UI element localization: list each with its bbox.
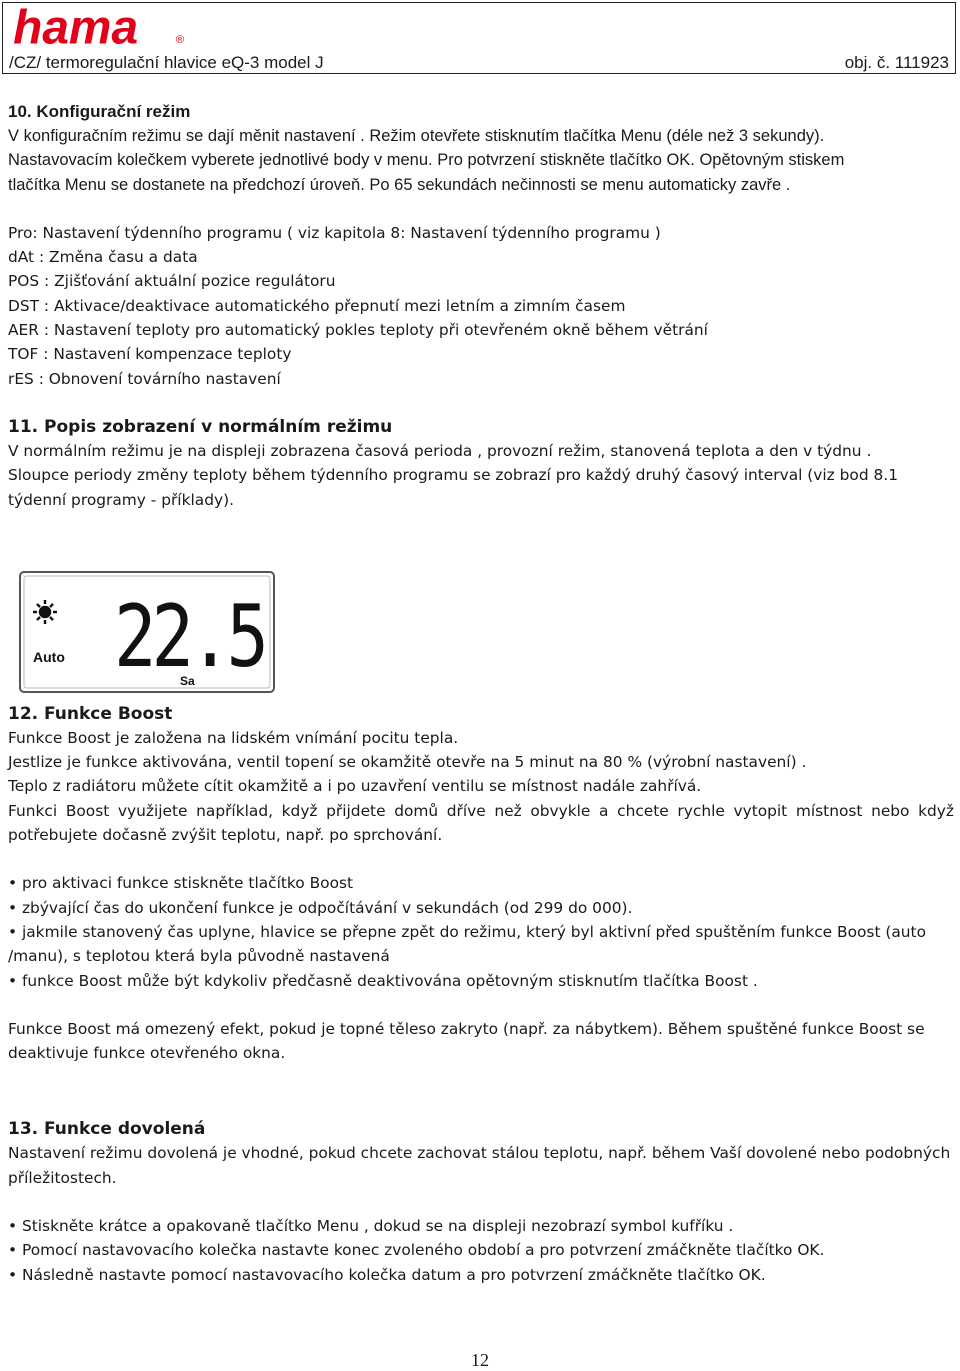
registered-mark: ® [175, 34, 185, 47]
mode-label: Auto [33, 648, 65, 665]
section-10-line: Nastavovacím kolečkem vyberete jednotlivé body v menu. Pro potvrzení stiskněte tlačítko OK. Opětovným stiskem [8, 151, 845, 170]
section-12-heading: 12. Funkce Boost [8, 703, 173, 724]
config-items-list [8, 221, 954, 1287]
section-10-line: V konfiguračním režimu se dají měnit nastavení . Režim otevřete stisknutím tlačítka Menu (déle než 3 sekundy). [8, 127, 825, 145]
lcd-figure [8, 512, 954, 702]
holiday-bullet: • Stiskněte krátce a opakovaně tlačítko Menu , dokud se na displeji nezobrazí symbol kufříku . [8, 1217, 734, 1236]
temperature-readout: 22.5 [114, 586, 264, 687]
document-title: /CZ/ termoregulační hlavice eQ-3 model J [9, 53, 324, 72]
page-number: 12 [471, 1350, 489, 1370]
section-12-line: Jestlize je funkce aktivována, ventil topení se okamžitě otevře na 5 minut na 80 % (výrobní nastavení) . [8, 753, 807, 772]
config-item-aer: AER : Nastavení teploty pro automatický pokles teploty při otevřeném okně během větrání [8, 321, 708, 340]
section-10-line: tlačítka Menu se dostanete na předchozí úroveň. Po 65 sekundách nečinnosti se menu automaticky zavře . [8, 175, 791, 194]
boost-bullet: • jakmile stanovený čas uplyne, hlavice se přepne zpět do režimu, který byl aktivní před spuštěním funkce Boost (auto /manu), s teplotou která byla původně nastavená [8, 922, 927, 966]
day-label: Sa [180, 673, 195, 688]
section-12-line: Teplo z radiátoru můžete cítit okamžitě a i po uzavření ventilu se místnost nadále zahřívá. [8, 777, 702, 796]
boost-bullet: • pro aktivaci funkce stiskněte tlačítko Boost [8, 874, 354, 893]
page-content [8, 100, 954, 1287]
section-13-heading: 13. Funkce dovolená [8, 1119, 206, 1140]
config-item-pos: POS : Zjišťování aktuální pozice regulátoru [8, 272, 336, 291]
holiday-bullet: • Následně nastavte pomocí nastavovacího kolečka datum a pro potvrzení zmáčkněte tlačítko OK. [8, 1265, 766, 1284]
config-item-pro: Pro: Nastavení týdenního programu ( viz kapitola 8: Nastavení týdenního programu ) [8, 223, 661, 242]
section-11-line: Sloupce periody změny teploty během týdenního programu se zobrazí pro každý druhý časový interval (viz bod 8.1 [8, 466, 898, 485]
config-item-res: rES : Obnovení továrního nastavení [8, 369, 281, 388]
section-13-intro: Nastavení režimu dovolená je vhodné, pokud chcete zachovat stálou teplotu, např. během Vaší dovolené nebo podobných příležitostech. [8, 1144, 951, 1187]
config-item-dst: DST : Aktivace/deaktivace automatického přepnutí mezi letním a zimním časem [8, 296, 626, 315]
section-12-line: Funkci Boost využijete například, když přijdete domů dříve než obvykle a chcete rychle vytopit místnost nebo když potřebujete dočasně zvýšit teplotu, např. po sprchování. [8, 801, 954, 845]
section-12-line: Funkce Boost je založena na lidském vnímání pocitu tepla. [8, 728, 459, 747]
config-item-dat: dAt : Změna času a data [8, 248, 198, 267]
config-item-tof: TOF : Nastavení kompenzace teploty [8, 345, 292, 364]
section-11-line: týdenní programy - příklady). [8, 490, 234, 509]
boost-bullet: • funkce Boost může být kdykoliv předčasně deaktivována opětovným stisknutím tlačítka Boost . [8, 971, 758, 990]
holiday-bullet: • Pomocí nastavovacího kolečka nastavte konec zvoleného období a pro potvrzení zmáčkněte tlačítko OK. [8, 1241, 825, 1260]
lcd-display-illustration [18, 570, 276, 694]
section-11-heading: 11. Popis zobrazení v normálním režimu [8, 416, 393, 437]
boost-note: Funkce Boost má omezený efekt, pokud je topné těleso zakryto (např. za nábytkem). Během spuštěné funkce Boost se deaktivuje funkce otevřeného okna. [8, 1019, 925, 1063]
section-10-heading: 10. Konfigurační režim [8, 102, 191, 121]
section-10 [8, 100, 954, 197]
hama-logo [9, 5, 199, 49]
brand-text: hama [13, 5, 139, 49]
order-number: obj. č. 111923 [844, 53, 949, 72]
boost-bullet: • zbývající čas do ukončení funkce je odpočítávání v sekundách (od 299 do 000). [8, 898, 633, 917]
section-11-line: V normálním režimu je na displeji zobrazena časová perioda , provozní režim, stanovená teplota a den v týdnu . [8, 441, 872, 460]
page-header [2, 2, 956, 74]
